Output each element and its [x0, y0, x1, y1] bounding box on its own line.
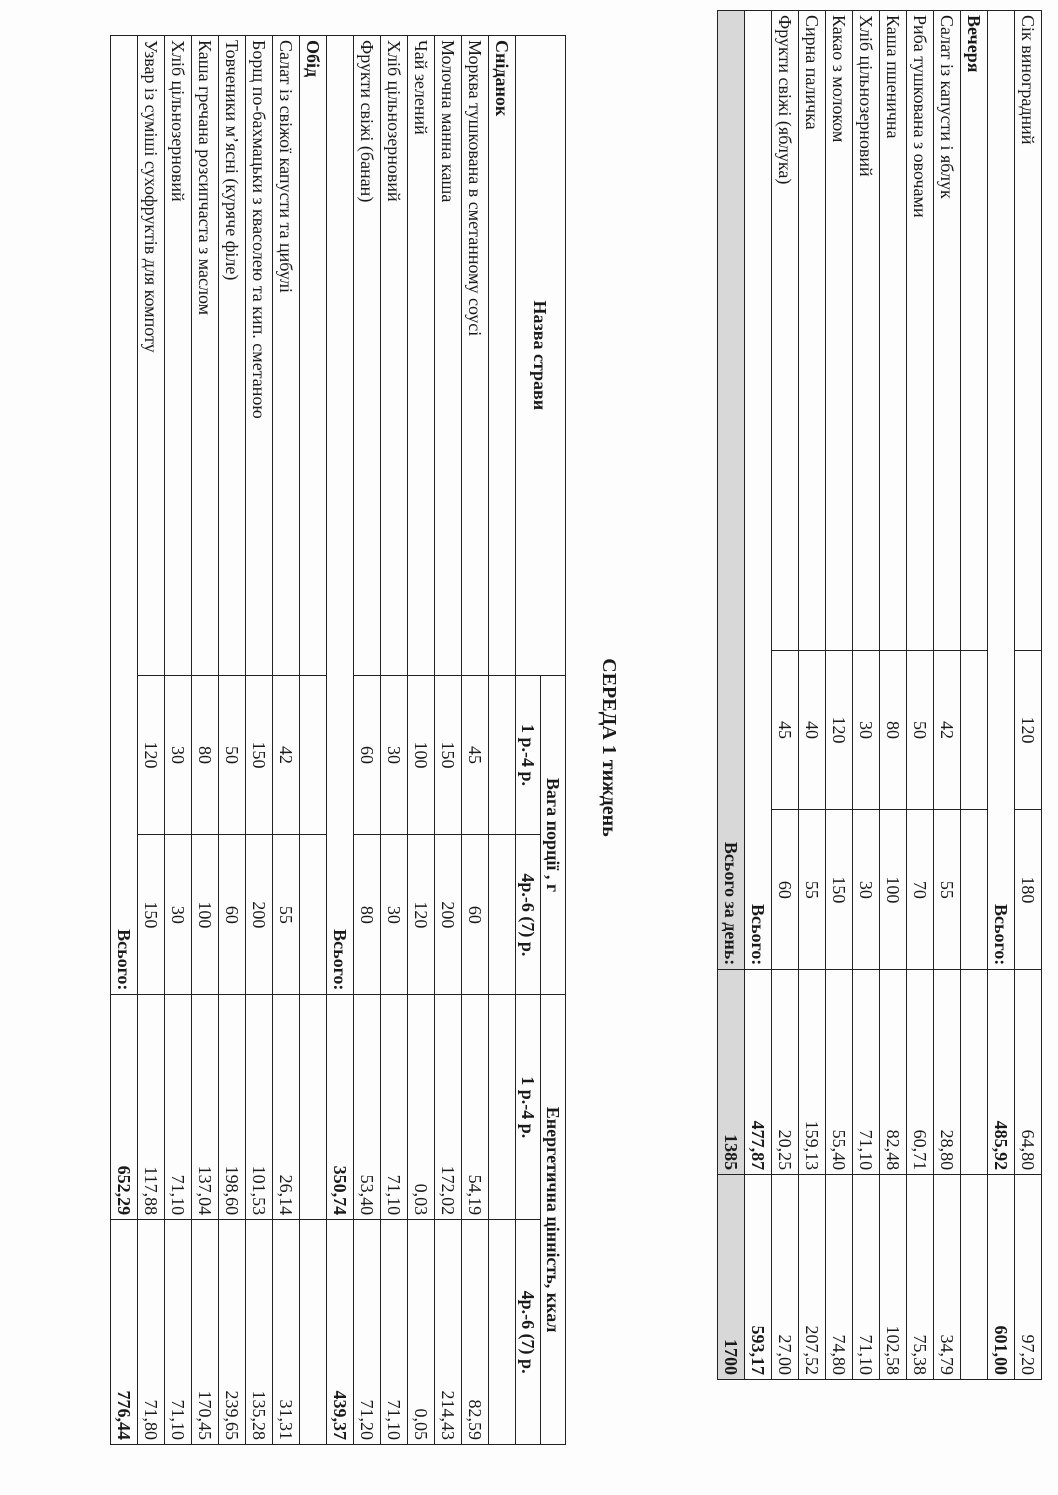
- table-row: [907, 11, 934, 1380]
- dish-name: Салат із свіжої капусти та цибулі: [273, 36, 300, 676]
- weight-age-4-7: 30: [381, 835, 408, 995]
- weight-age-1-4: 40: [799, 650, 826, 810]
- weight-age-1-4: 42: [273, 675, 300, 835]
- section-name: Обід: [300, 36, 327, 676]
- dish-name: Сік виноградний: [1015, 11, 1042, 651]
- energy-age-1-4: 159,13: [799, 970, 826, 1175]
- energy-age-1-4-header: 1 р.-4 р.: [516, 995, 541, 1220]
- table-row: [435, 36, 462, 1445]
- weight-age-1-4: 80: [192, 675, 219, 835]
- weight-age-1-4: 50: [907, 650, 934, 810]
- empty-cell: [961, 970, 988, 1175]
- table-row: [165, 36, 192, 1445]
- energy-age-4-7-header: 4р.-6 (7) р.: [516, 1220, 541, 1445]
- table-row: [246, 36, 273, 1445]
- table-row: [408, 36, 435, 1445]
- weight-age-1-4: 30: [381, 675, 408, 835]
- empty-cell: [961, 810, 988, 970]
- weight-age-4-7: 200: [435, 835, 462, 995]
- energy-age-1-4: 71,10: [381, 995, 408, 1220]
- section-row: [489, 36, 516, 1445]
- weight-age-4-7: 120: [408, 835, 435, 995]
- table-row: [354, 36, 381, 1445]
- energy-age-4-7: 135,28: [246, 1220, 273, 1445]
- energy-age-4-7: 97,20: [1015, 1175, 1042, 1380]
- total-energy-age-1-4: 652,29: [111, 995, 138, 1220]
- header-row-1: [541, 36, 566, 1445]
- energy-age-4-7: 239,65: [219, 1220, 246, 1445]
- weight-age-4-7: 55: [799, 810, 826, 970]
- dish-name: Хліб цільнозерновий: [853, 11, 880, 651]
- table-row: [192, 36, 219, 1445]
- empty-cell: [489, 995, 516, 1220]
- weight-age-1-4: 150: [435, 675, 462, 835]
- dish-name: Морква тушкована в сметанному соусі: [462, 36, 489, 676]
- weight-age-1-4: 120: [138, 675, 165, 835]
- empty-cell: [489, 1220, 516, 1445]
- dish-name: Каша гречана розсипчаста з маслом: [192, 36, 219, 676]
- energy-age-1-4: 54,19: [462, 995, 489, 1220]
- table-row: [880, 11, 907, 1380]
- dish-name: Товченики м’ясні (куряче філе): [219, 36, 246, 676]
- dish-name: Молочна манна каша: [435, 36, 462, 676]
- dish-name: Узвар із суміші сухофруктів для компоту: [138, 36, 165, 676]
- section-row: [961, 11, 988, 1380]
- empty-cell: [300, 1220, 327, 1445]
- weight-age-1-4: 120: [826, 650, 853, 810]
- table-row: [219, 36, 246, 1445]
- energy-age-1-4: 172,02: [435, 995, 462, 1220]
- energy-age-1-4: 28,80: [934, 970, 961, 1175]
- energy-age-1-4: 60,71: [907, 970, 934, 1175]
- total-row: [988, 11, 1015, 1380]
- table-row: [799, 11, 826, 1380]
- energy-age-4-7: 71,10: [853, 1175, 880, 1380]
- table-row: [934, 11, 961, 1380]
- weight-age-1-4: 60: [354, 675, 381, 835]
- empty-cell: [300, 675, 327, 835]
- total-row: [745, 11, 772, 1380]
- energy-age-1-4: 198,60: [219, 995, 246, 1220]
- total-energy-age-1-4: 485,92: [988, 970, 1015, 1175]
- energy-age-4-7: 214,43: [435, 1220, 462, 1445]
- energy-age-4-7: 71,10: [381, 1220, 408, 1445]
- energy-age-1-4: 101,53: [246, 995, 273, 1220]
- energy-age-1-4: 55,40: [826, 970, 853, 1175]
- dish-name: Фрукти свіжі (яблука): [772, 11, 799, 651]
- weight-age-4-7: 60: [772, 810, 799, 970]
- total-energy-age-1-4: 1385: [718, 970, 745, 1175]
- dish-name: Риба тушкована з овочами: [907, 11, 934, 651]
- empty-cell: [489, 675, 516, 835]
- total-label: Всього:: [327, 36, 354, 995]
- empty-cell: [300, 995, 327, 1220]
- weight-age-1-4: 80: [880, 650, 907, 810]
- total-label: Всього:: [988, 11, 1015, 970]
- total-label: Всього:: [745, 11, 772, 970]
- table-row: [462, 36, 489, 1445]
- empty-cell: [489, 835, 516, 995]
- weight-age-4-7: 60: [219, 835, 246, 995]
- dish-name: Хліб цільнозерновий: [381, 36, 408, 676]
- weight-age-1-4: 45: [462, 675, 489, 835]
- energy-age-1-4: 117,88: [138, 995, 165, 1220]
- total-energy-age-1-4: 350,74: [327, 995, 354, 1220]
- energy-age-4-7: 34,79: [934, 1175, 961, 1380]
- table-row: [381, 36, 408, 1445]
- energy-age-4-7: 0,05: [408, 1220, 435, 1445]
- weight-age-1-4: 45: [772, 650, 799, 810]
- energy-age-4-7: 170,45: [192, 1220, 219, 1445]
- total-label: Всього за день:: [718, 11, 745, 970]
- table-row: [853, 11, 880, 1380]
- weight-age-4-7: 150: [826, 810, 853, 970]
- empty-cell: [961, 650, 988, 810]
- weight-age-1-4: 30: [165, 675, 192, 835]
- weight-age-1-4: 120: [1015, 650, 1042, 810]
- table-row: [138, 36, 165, 1445]
- total-row: [111, 36, 138, 1445]
- total-energy-age-4-7: 601,00: [988, 1175, 1015, 1380]
- energy-age-1-4: 26,14: [273, 995, 300, 1220]
- weight-age-4-7: 55: [273, 835, 300, 995]
- weight-age-4-7-header: 4р.-6 (7) р.: [516, 835, 541, 995]
- energy-age-1-4: 0,03: [408, 995, 435, 1220]
- table-row: [273, 36, 300, 1445]
- previous-day-menu-body: [718, 11, 1042, 1380]
- day-title: СЕРЕДА 1 тиждень: [598, 658, 620, 837]
- energy-age-4-7: 75,38: [907, 1175, 934, 1380]
- dish-name: Борщ по-бахмацьки з квасолею та кип. сметаною: [246, 36, 273, 676]
- energy-age-4-7: 71,10: [165, 1220, 192, 1445]
- dish-name: Хліб цільнозерновий: [165, 36, 192, 676]
- weight-age-4-7: 70: [907, 810, 934, 970]
- dish-name-header: Назва страви: [516, 36, 566, 676]
- energy-age-4-7: 31,31: [273, 1220, 300, 1445]
- total-label: Всього:: [111, 36, 138, 995]
- weight-age-1-4: 42: [934, 650, 961, 810]
- empty-cell: [300, 835, 327, 995]
- energy-age-1-4: 82,48: [880, 970, 907, 1175]
- total-row: [327, 36, 354, 1445]
- energy-age-4-7: 74,80: [826, 1175, 853, 1380]
- energy-age-1-4: 137,04: [192, 995, 219, 1220]
- section-name: Вечеря: [961, 11, 988, 651]
- energy-age-1-4: 20,25: [772, 970, 799, 1175]
- table-row: [1015, 11, 1042, 1380]
- weight-age-4-7: 30: [853, 810, 880, 970]
- dish-name: Каша пшенична: [880, 11, 907, 651]
- energy-age-4-7: 71,80: [138, 1220, 165, 1445]
- energy-age-1-4: 71,10: [165, 995, 192, 1220]
- energy-age-4-7: 82,59: [462, 1220, 489, 1445]
- dish-name: Фрукти свіжі (банан): [354, 36, 381, 676]
- weight-age-1-4: 150: [246, 675, 273, 835]
- empty-cell: [961, 1175, 988, 1380]
- previous-day-menu-table: [717, 10, 1042, 1380]
- dish-name: Салат із капусти і яблук: [934, 11, 961, 651]
- weight-age-4-7: 100: [880, 810, 907, 970]
- dish-name: Чай зелений: [408, 36, 435, 676]
- day-total-row: [718, 11, 745, 1380]
- weight-age-4-7: 100: [192, 835, 219, 995]
- weight-age-4-7: 30: [165, 835, 192, 995]
- total-energy-age-4-7: 593,17: [745, 1175, 772, 1380]
- section-row: [300, 36, 327, 1445]
- section-name: Сніданок: [489, 36, 516, 676]
- energy-age-4-7: 207,52: [799, 1175, 826, 1380]
- energy-age-1-4: 53,40: [354, 995, 381, 1220]
- portion-weight-header: Вага порції , г: [541, 675, 566, 995]
- total-energy-age-4-7: 439,37: [327, 1220, 354, 1445]
- table-row: [826, 11, 853, 1380]
- energy-age-4-7: 102,58: [880, 1175, 907, 1380]
- wednesday-menu-body: [111, 36, 516, 1445]
- energy-age-1-4: 71,10: [853, 970, 880, 1175]
- table-row: [772, 11, 799, 1380]
- total-energy-age-4-7: 776,44: [111, 1220, 138, 1445]
- weight-age-4-7: 150: [138, 835, 165, 995]
- weight-age-4-7: 55: [934, 810, 961, 970]
- energy-value-header: Енергетична цінність, ккал: [541, 995, 566, 1445]
- total-energy-age-1-4: 477,87: [745, 970, 772, 1175]
- wednesday-menu-table: [110, 35, 566, 1445]
- dish-name: Какао з молоком: [826, 11, 853, 651]
- energy-age-4-7: 71,20: [354, 1220, 381, 1445]
- energy-age-4-7: 27,00: [772, 1175, 799, 1380]
- dish-name: Сирна паличка: [799, 11, 826, 651]
- weight-age-1-4: 100: [408, 675, 435, 835]
- energy-age-1-4: 64,80: [1015, 970, 1042, 1175]
- weight-age-4-7: 80: [354, 835, 381, 995]
- weight-age-1-4: 50: [219, 675, 246, 835]
- weight-age-4-7: 180: [1015, 810, 1042, 970]
- total-energy-age-4-7: 1700: [718, 1175, 745, 1380]
- weight-age-4-7: 60: [462, 835, 489, 995]
- weight-age-4-7: 200: [246, 835, 273, 995]
- weight-age-1-4: 30: [853, 650, 880, 810]
- weight-age-1-4-header: 1 р.-4 р.: [516, 675, 541, 835]
